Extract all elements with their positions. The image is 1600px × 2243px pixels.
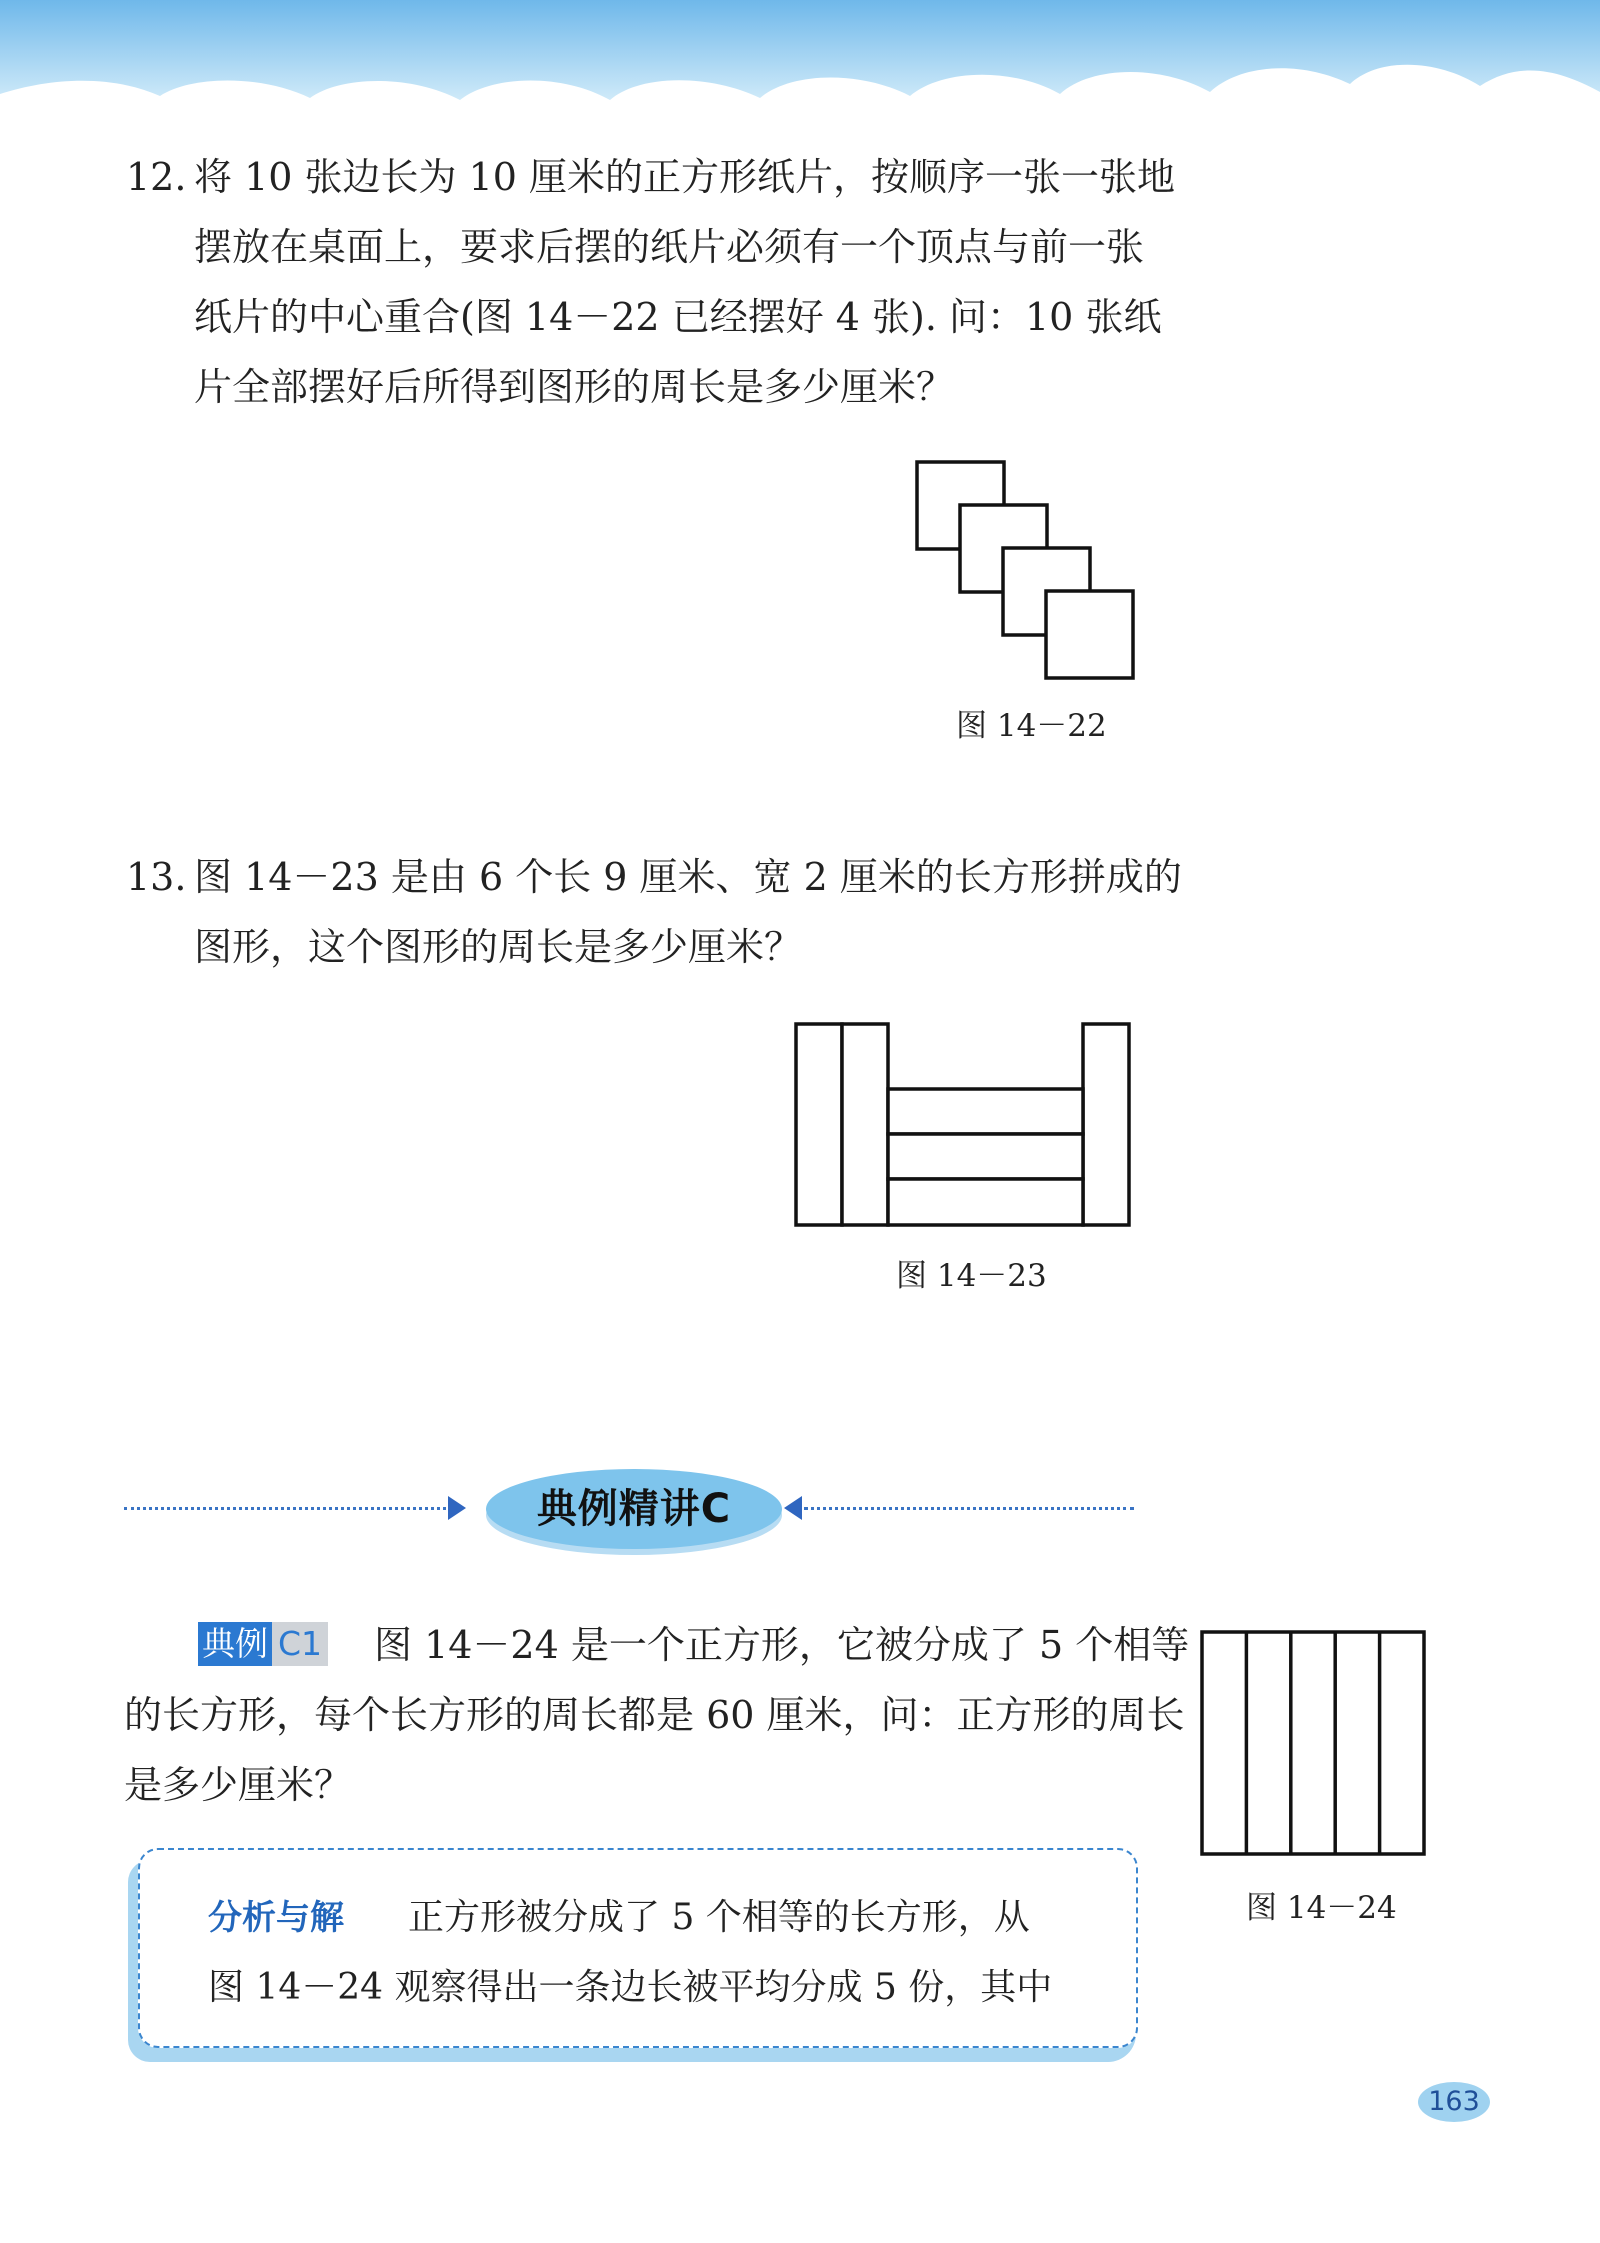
section-divider-left xyxy=(124,1507,446,1510)
figure-14-23-caption: 图 14－23 xyxy=(896,1258,1047,1294)
example-tag-label: 典例 xyxy=(198,1622,272,1666)
figure-14-23-right-bar xyxy=(1083,1024,1129,1225)
figure-14-23-left-bar-2 xyxy=(842,1024,888,1225)
example-line-3: 是多少厘米？ xyxy=(124,1763,353,1807)
problem-13-line-1: 图 14－23 是由 6 个长 9 厘米、宽 2 厘米的长方形拼成的 xyxy=(194,855,1182,899)
problem-12-line-3: 纸片的中心重合(图 14－22 已经摆好 4 张). 问：10 张纸 xyxy=(194,295,1162,339)
problem-12-line-2: 摆放在桌面上，要求后摆的纸片必须有一个顶点与前一张 xyxy=(194,225,1145,269)
problem-12-number: 12. xyxy=(126,155,187,199)
figure-14-23-middle-bar-3 xyxy=(888,1179,1083,1225)
figure-14-23 xyxy=(790,1018,1135,1230)
section-title: 典例精讲C xyxy=(536,1486,732,1532)
section-arrow-left xyxy=(784,1496,802,1520)
figure-14-22 xyxy=(910,455,1140,685)
example-tag-id: C1 xyxy=(272,1622,328,1666)
figure-14-22-caption: 图 14－22 xyxy=(956,708,1107,744)
figure-14-23-left-bar-1 xyxy=(796,1024,842,1225)
problem-13-line-2: 图形，这个图形的周长是多少厘米？ xyxy=(194,925,803,969)
figure-14-24 xyxy=(1196,1626,1432,1862)
example-tag xyxy=(198,1622,328,1666)
header-cloud-band xyxy=(0,0,1600,140)
section-arrow-right xyxy=(448,1496,466,1520)
problem-13-number: 13. xyxy=(126,855,187,899)
figure-14-22-square-4 xyxy=(1046,591,1133,678)
example-line-1: 图 14－24 是一个正方形，它被分成了 5 个相等 xyxy=(374,1623,1190,1667)
analysis-line-2: 图 14－24 观察得出一条边长被平均分成 5 份，其中 xyxy=(208,1967,1053,2008)
example-line-2: 的长方形，每个长方形的周长都是 60 厘米，问：正方形的周长 xyxy=(124,1693,1185,1737)
problem-12-line-4: 片全部摆好后所得到图形的周长是多少厘米？ xyxy=(194,365,955,409)
section-divider-right xyxy=(804,1507,1134,1510)
figure-14-23-middle-bar-2 xyxy=(888,1134,1083,1179)
analysis-line-1: 正方形被分成了 5 个相等的长方形，从 xyxy=(408,1897,1030,1938)
figure-14-24-caption: 图 14－24 xyxy=(1246,1890,1397,1926)
page-number: 163 xyxy=(1428,2086,1480,2117)
problem-12-line-1: 将 10 张边长为 10 厘米的正方形纸片，按顺序一张一张地 xyxy=(194,155,1176,199)
figure-14-24-square xyxy=(1202,1632,1424,1854)
figure-14-23-middle-bar-1 xyxy=(888,1089,1083,1134)
analysis-label: 分析与解 xyxy=(208,1898,344,1938)
